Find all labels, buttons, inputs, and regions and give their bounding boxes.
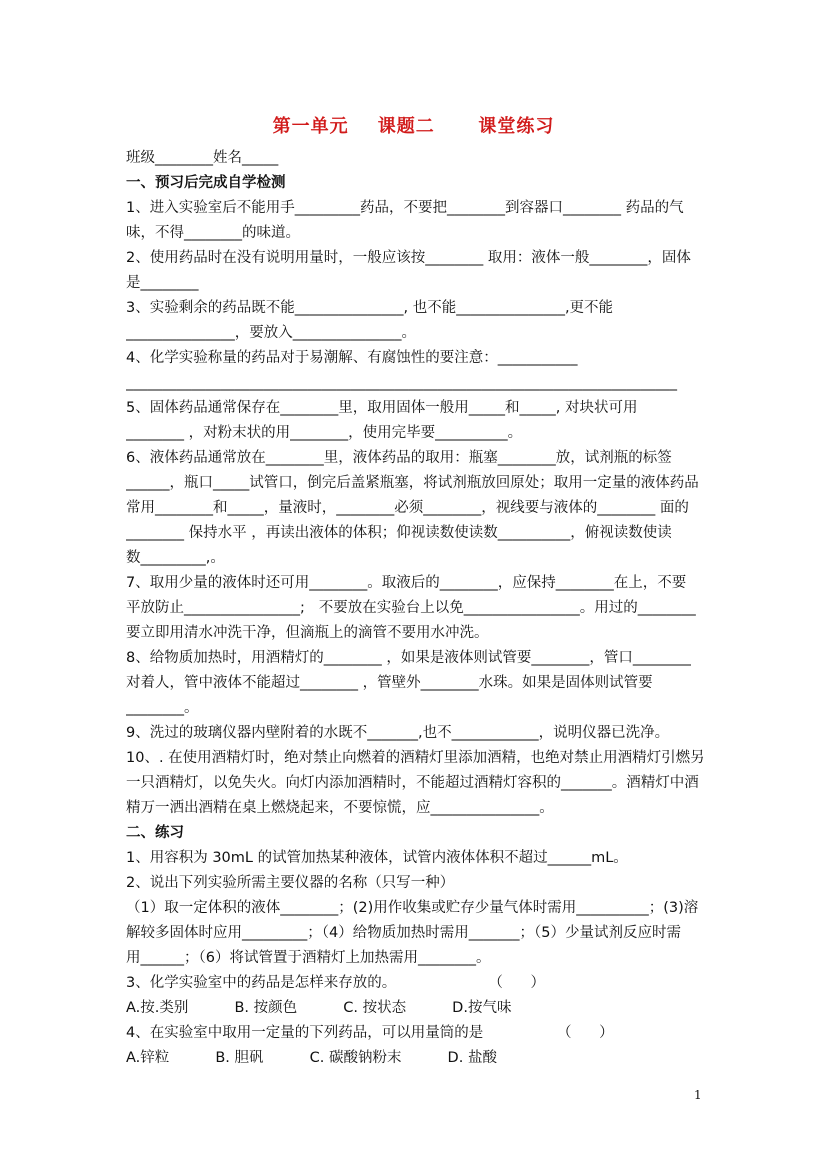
practice-line: 4、在实验室中取用一定量的下列药品，可以用量筒的是 （ ） bbox=[126, 1025, 614, 1041]
question-line: 一只酒精灯，以免失火。向灯内添加酒精时，不能超过酒精灯容积的_______。酒精灯中酒 bbox=[126, 775, 699, 791]
section2-heading: 二、练习 bbox=[126, 825, 184, 841]
question-line: 5、固体药品通常保存在________里，取用固体一般用_____和_____, 对块状可用 bbox=[126, 400, 638, 416]
question-line: 4、化学实验称量的药品对于易潮解、有腐蚀性的要注意：___________ bbox=[126, 350, 578, 366]
practice-options: A.锌粒 B. 胆矾 C. 碳酸钠粉末 D. 盐酸 bbox=[126, 1050, 497, 1066]
page-title: 第一单元 课题二 课堂练习 bbox=[272, 116, 555, 137]
question-line: 9、洗过的玻璃仪器内壁附着的水既不_______,也不____________，说明仪器已洗净。 bbox=[126, 725, 670, 741]
practice-line: 用______；（6）将试管置于酒精灯上加热需用________。 bbox=[126, 950, 491, 966]
class-name-line: 班级________姓名_____ bbox=[126, 150, 279, 166]
section1-heading: 一、预习后完成自学检测 bbox=[126, 175, 286, 191]
question-line: _______________，要放入_______________。 bbox=[126, 325, 416, 341]
question-line: 1、进入实验室后不能用手_________药品，不要把________到容器口________ 药品的气 bbox=[126, 200, 684, 216]
practice-line: 3、化学实验室中的药品是怎样来存放的。 （ ） bbox=[126, 975, 546, 991]
question-line: 对着人，管中液体不能超过________ ，管壁外________水珠。如果是固体则试管要 bbox=[126, 675, 653, 691]
question-line: 平放防止________________; 不要放在实验台上以免________________。用过的________ bbox=[126, 600, 696, 616]
question-line: 3、实验剩余的药品既不能_______________, 也不能_______________,更不能 bbox=[126, 300, 614, 316]
practice-options: A.按.类别 B. 按颜色 C. 按状态 D.按气味 bbox=[126, 1000, 512, 1016]
question-line: ________。 bbox=[126, 700, 199, 716]
practice-line: 解较多固体时应用_________；（4）给物质加热时需用_______；（5）少量试剂反应时需 bbox=[126, 925, 681, 941]
question-line: 要立即用清水冲洗干净，但滴瓶上的滴管不要用水冲洗。 bbox=[126, 625, 489, 641]
question-line: 10、. 在使用酒精灯时，绝对禁止向燃着的酒精灯里添加酒精，也绝对禁止用酒精灯引燃另 bbox=[126, 750, 705, 766]
question-line: 是________ bbox=[126, 275, 199, 291]
question-line: 7、取用少量的液体时还可用________。取液后的________，应保持________在上，不要 bbox=[126, 575, 687, 591]
question-line: 常用________和_____，量液时，________必须________，视线要与液体的________ 面的 bbox=[126, 500, 689, 516]
page-number: 1 bbox=[694, 1088, 702, 1102]
question-line: 味，不得________的味道。 bbox=[126, 225, 300, 241]
practice-line: 1、用容积为 30mL 的试管加热某种液体，试管内液体体积不超过______mL。 bbox=[126, 850, 628, 866]
practice-line: 2、说出下列实验所需主要仪器的名称（只写一种） bbox=[126, 875, 455, 891]
question-line: 6、液体药品通常放在________里，液体药品的取用：瓶塞________放，试剂瓶的标签 bbox=[126, 450, 672, 466]
question-line: ________ ，对粉末状的用________，使用完毕要__________。 bbox=[126, 425, 523, 441]
question-line: 2、使用药品时在没有说明用量时，一般应该按________ 取用：液体一般________，固体 bbox=[126, 250, 691, 266]
question-line: ________ 保持水平 ，再读出液体的体积；仰视读数使读数__________，俯视读数使读 bbox=[126, 525, 672, 541]
question-line: 精万一洒出酒精在桌上燃烧起来，不要惊慌，应_______________。 bbox=[126, 800, 554, 816]
question-line: 8、给物质加热时，用酒精灯的________ ，如果是液体则试管要________，管口________ bbox=[126, 650, 691, 666]
question-line: ____________________________________________________________________________ bbox=[126, 375, 677, 391]
question-line: ______，瓶口_____试管口，倒完后盖紧瓶塞，将试剂瓶放回原处；取用一定量的液体药品 bbox=[126, 475, 699, 491]
practice-line: （1）取一定体积的液体________；(2)用作收集或贮存少量气体时需用__________；(3)溶 bbox=[126, 900, 699, 916]
question-line: 数_________,。 bbox=[126, 550, 225, 566]
